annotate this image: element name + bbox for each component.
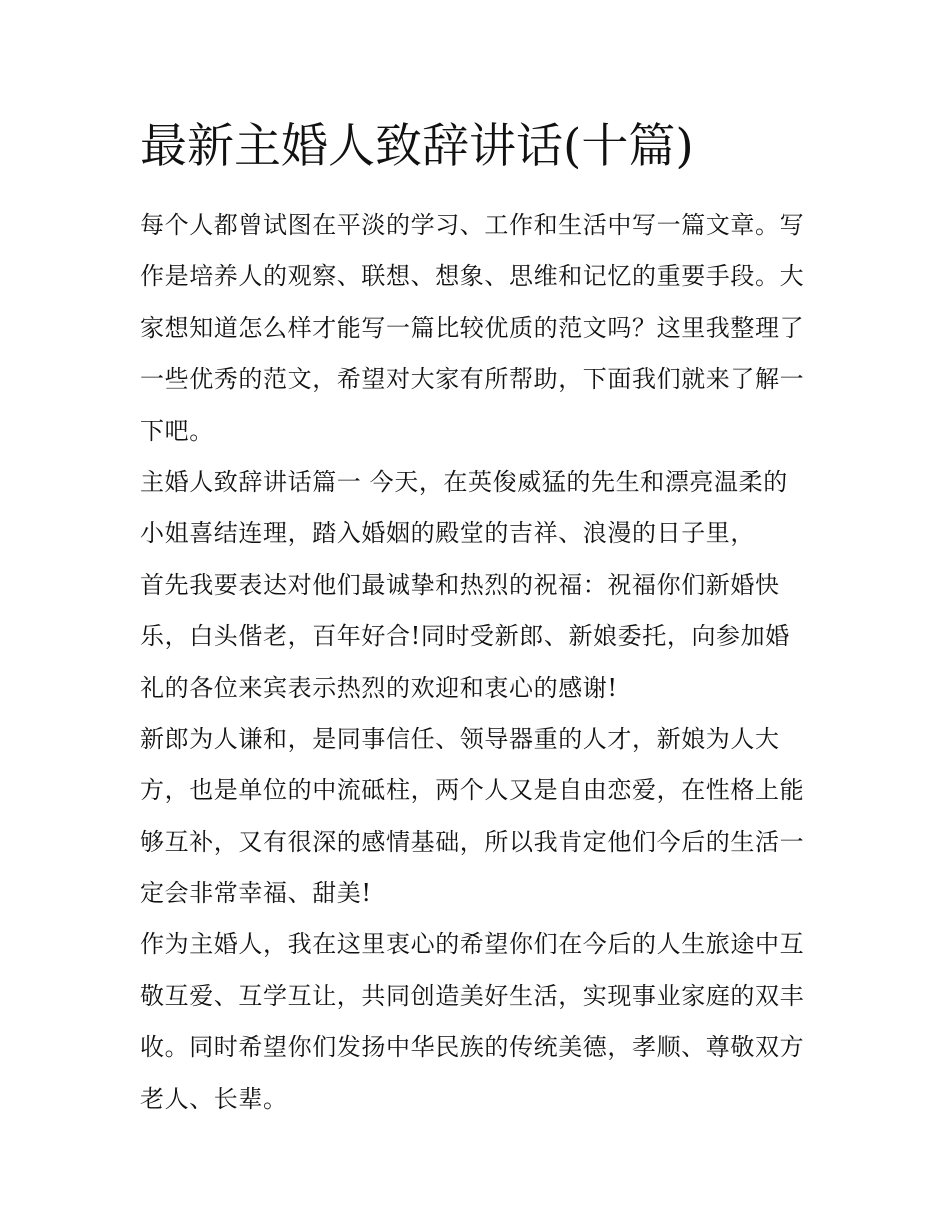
body-line: 家想知道怎么样才能写一篇比较优质的范文吗？这里我整理了 [140, 313, 805, 342]
body-line: 定会非常幸福、甜美! [140, 879, 372, 908]
body-line: 老人、长辈。 [140, 1084, 288, 1113]
body-line: 作为主婚人，我在这里衷心的希望你们在今后的人生旅途中互 [140, 930, 805, 959]
body-line: 够互补，又有很深的感情基础，所以我肯定他们今后的生活一 [140, 827, 805, 856]
document-title: 最新主婚人致辞讲话(十篇) [140, 119, 694, 174]
body-line: 新郎为人谦和，是同事信任、领导器重的人才，新娘为人大 [140, 724, 780, 753]
body-line: 乐，白头偕老，百年好合!同时受新郎、新娘委托，向参加婚 [140, 622, 790, 651]
body-line: 礼的各位来宾表示热烈的欢迎和衷心的感谢! [140, 673, 618, 702]
body-line: 主婚人致辞讲话篇一 今天，在英俊威猛的先生和漂亮温柔的 [140, 467, 788, 496]
body-line: 小姐喜结连理，踏入婚姻的殿堂的吉祥、浪漫的日子里， [140, 519, 755, 548]
body-line: 首先我要表达对他们最诚挚和热烈的祝福：祝福你们新婚快 [140, 570, 780, 599]
body-line: 下吧。 [140, 416, 214, 445]
body-line: 方，也是单位的中流砥柱，两个人又是自由恋爱，在性格上能 [140, 776, 805, 805]
body-line: 敬互爱、互学互让，共同创造美好生活，实现事业家庭的双丰 [140, 981, 805, 1010]
body-line: 每个人都曾试图在平淡的学习、工作和生活中写一篇文章。写 [140, 211, 805, 239]
body-line: 作是培养人的观察、联想、想象、思维和记忆的重要手段。大 [140, 262, 805, 291]
body-line: 一些优秀的范文，希望对大家有所帮助，下面我们就来了解一 [140, 365, 805, 394]
document-body [140, 200, 820, 1125]
body-line: 收。同时希望你们发扬中华民族的传统美德，孝顺、尊敬双方 [140, 1033, 805, 1062]
